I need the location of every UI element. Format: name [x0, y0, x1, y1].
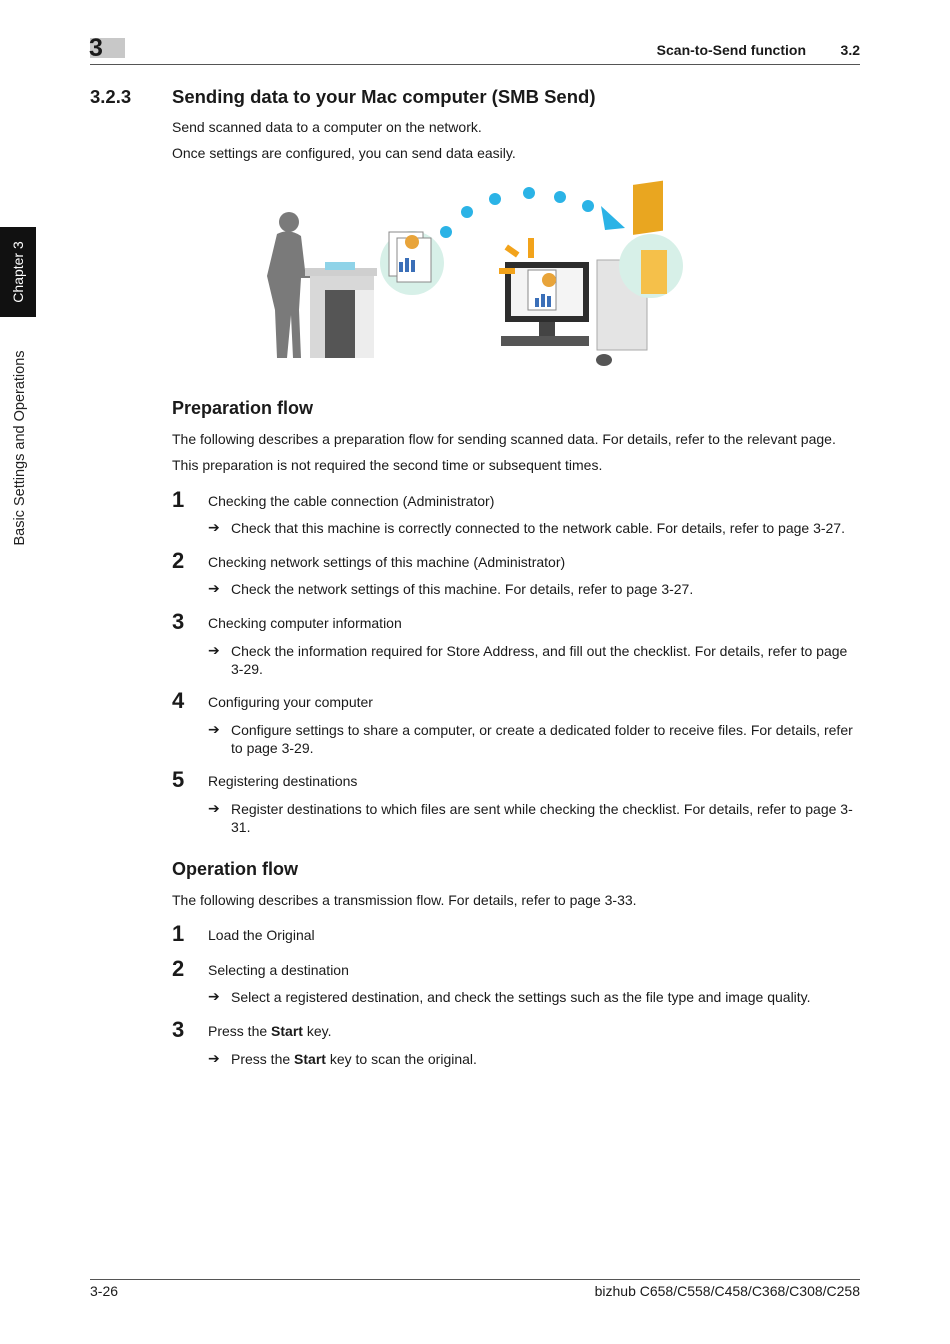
arrow-icon: ➔: [208, 1050, 220, 1066]
step-detail: Select a registered destination, and check the settings such as the file type and image quality.: [231, 989, 811, 1005]
step-detail: Check the information required for Store Address, and fill out the checklist. For details, refer to page 3-29.: [231, 643, 848, 677]
printer-icon: [305, 262, 377, 358]
page-number: 3-26: [90, 1283, 119, 1299]
operation-intro: The following describes a transmission flow. For details, refer to page 3-33.: [172, 892, 637, 908]
step-detail: Configure settings to share a computer, or create a dedicated folder to receive files. For details, refer to page 3-29.: [231, 722, 853, 756]
operation-heading: Operation flow: [172, 859, 298, 879]
transfer-dots: [440, 187, 594, 238]
step-number: 4: [172, 688, 185, 713]
arrow-icon: ➔: [208, 800, 220, 816]
preparation-intro: The following describes a preparation flow for sending scanned data. For details, refer to the relevant page.: [172, 431, 836, 447]
step-detail: Check that this machine is correctly connected to the network cable. For details, refer to page 3-27.: [231, 520, 845, 536]
footer-rule: [90, 1279, 860, 1280]
start-key-label: Start: [294, 1051, 326, 1067]
step-number: 2: [172, 548, 185, 573]
step-number: 1: [172, 487, 185, 512]
document-bubble-icon: [380, 231, 444, 295]
side-section-label: Basic Settings and Operations: [12, 350, 28, 546]
step-number: 5: [172, 767, 185, 792]
step-number: 3: [172, 609, 185, 634]
start-key-label: Start: [271, 1023, 303, 1039]
step-title-post: key.: [302, 1023, 332, 1039]
step-number: 3: [172, 1017, 185, 1042]
step-number: 1: [172, 921, 185, 946]
step-detail: [231, 1050, 861, 1068]
header-title: Scan-to-Send function: [656, 42, 806, 58]
arrow-icon: ➔: [208, 642, 220, 658]
chapter-tab-label: Chapter 3: [10, 241, 26, 303]
header-rule: [90, 64, 860, 65]
step-title: Checking network settings of this machine (Administrator): [208, 554, 566, 570]
step-title: Checking computer information: [208, 615, 402, 631]
step-title: Configuring your computer: [208, 694, 373, 710]
footer-model: bizhub C658/C558/C458/C368/C308/C258: [594, 1283, 860, 1299]
section-number: 3.2.3: [90, 86, 132, 107]
preparation-intro: This preparation is not required the second time or subsequent times.: [172, 457, 603, 473]
intro-paragraph: Send scanned data to a computer on the network.: [172, 119, 482, 135]
person-icon: [267, 212, 317, 358]
step-title-pre: Press the: [208, 1023, 272, 1039]
arrow-icon: ➔: [208, 988, 220, 1004]
step-title: Checking the cable connection (Administrator): [208, 493, 495, 509]
arrow-icon: ➔: [208, 580, 220, 596]
step-detail-pre: Press the: [231, 1051, 295, 1067]
step-title: Registering destinations: [208, 773, 358, 789]
step-title: Load the Original: [208, 927, 315, 943]
preparation-heading: Preparation flow: [172, 398, 314, 418]
intro-paragraph: Once settings are configured, you can send data easily.: [172, 145, 516, 161]
folder-bubble-icon: [619, 181, 683, 298]
chapter-number: 3: [89, 34, 103, 62]
arrow-head-icon: [601, 206, 625, 230]
header-section: 3.2: [840, 42, 860, 58]
step-title: Selecting a destination: [208, 962, 349, 978]
step-detail-post: key to scan the original.: [325, 1051, 477, 1067]
step-detail: Register destinations to which files are sent while checking the checklist. For details, refer to page 3-31.: [231, 801, 853, 835]
step-detail: Check the network settings of this machine. For details, refer to page 3-27.: [231, 581, 694, 597]
section-title: Sending data to your Mac computer (SMB Send): [172, 86, 596, 107]
smb-send-illustration: [255, 180, 695, 370]
arrow-icon: ➔: [208, 519, 220, 535]
step-number: 2: [172, 956, 185, 981]
step-title: [208, 1023, 331, 1039]
arrow-icon: ➔: [208, 721, 220, 737]
